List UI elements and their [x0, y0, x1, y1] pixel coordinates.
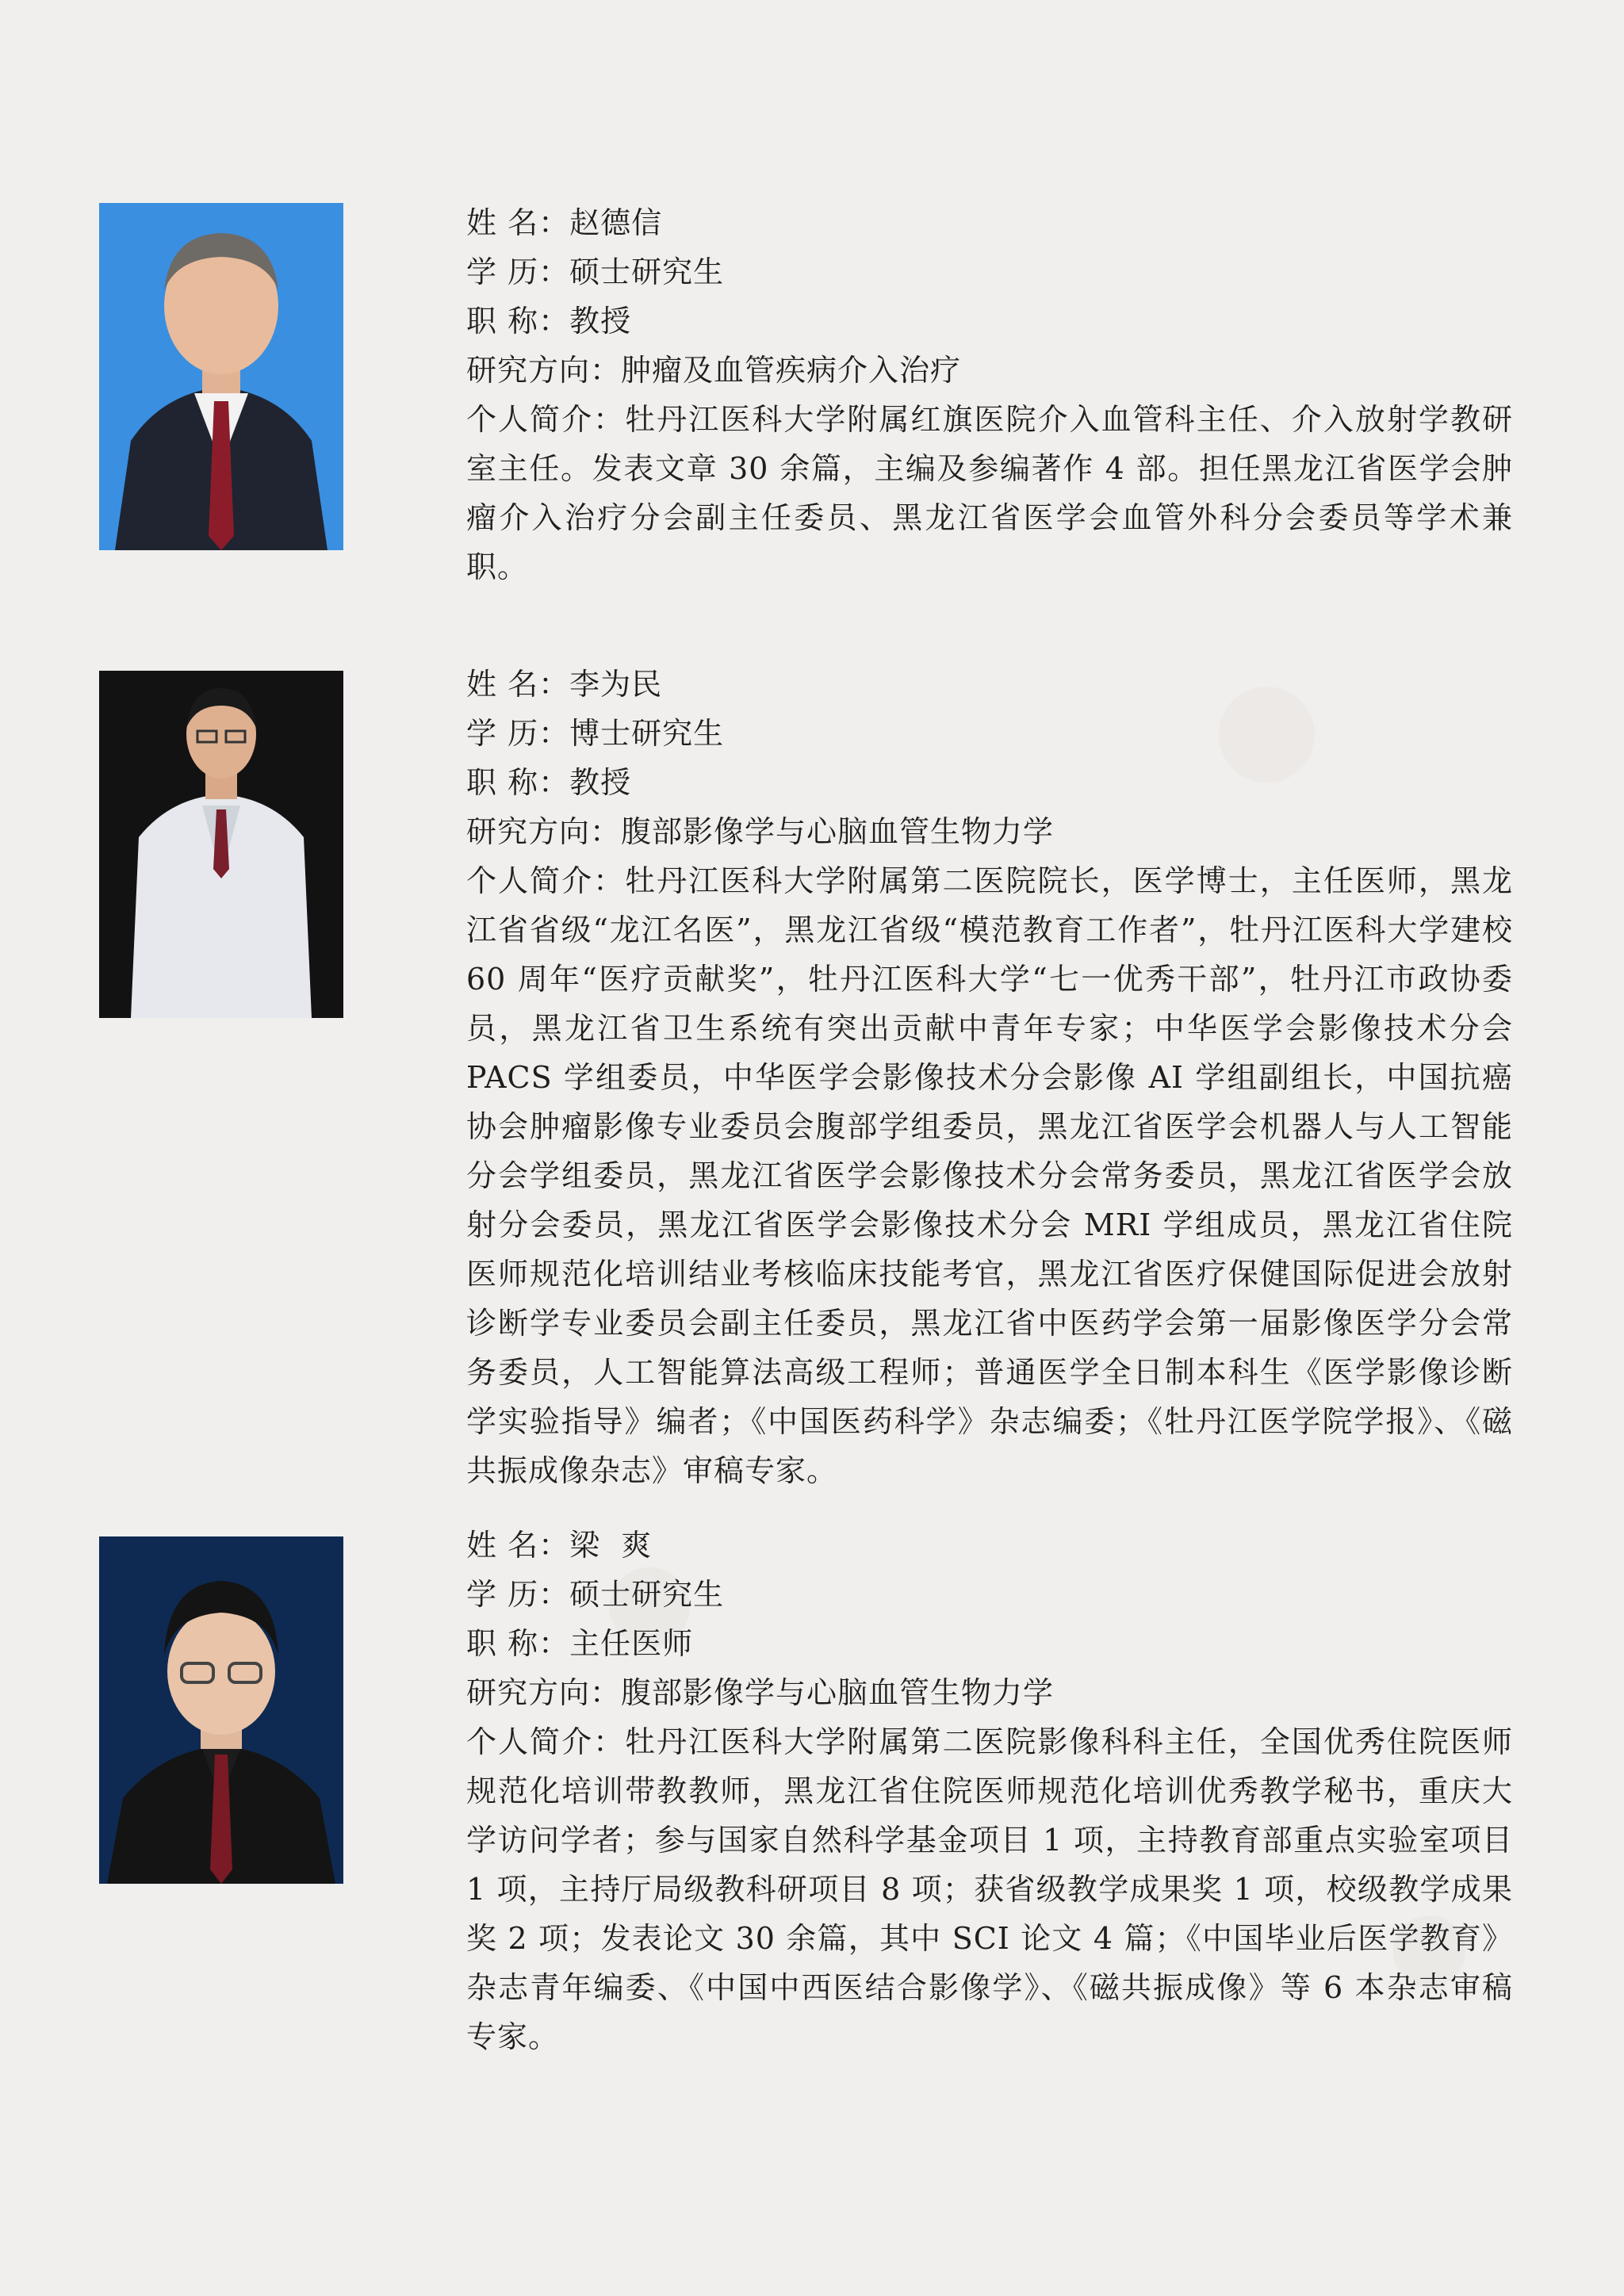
- title-label: 职 称：: [466, 765, 570, 800]
- name-value: 梁 爽: [569, 1528, 653, 1563]
- portrait-photo: [99, 671, 343, 1018]
- research-value: 肿瘤及血管疾病介入治疗: [621, 353, 962, 388]
- title-label: 职 称：: [466, 1626, 570, 1661]
- title-value: 教授: [569, 304, 632, 339]
- title-label: 职 称：: [466, 304, 570, 339]
- title-value: 主任医师: [569, 1626, 694, 1661]
- research-label: 研究方向：: [466, 353, 622, 388]
- title-value: 教授: [569, 765, 632, 800]
- portrait-photo: [99, 1536, 343, 1884]
- profile-info: [466, 660, 1513, 1495]
- profile-info: [466, 1521, 1513, 2061]
- name-label: 姓 名：: [466, 1528, 570, 1563]
- portrait-illustration: [99, 1536, 343, 1884]
- education-label: 学 历：: [466, 254, 570, 289]
- portrait-illustration: [99, 203, 343, 550]
- name-value: 赵德信: [569, 205, 663, 240]
- name-label: 姓 名：: [466, 205, 570, 240]
- research-label: 研究方向：: [466, 1675, 622, 1710]
- bio-label: 个人简介：: [466, 863, 626, 898]
- education-value: 博士研究生: [569, 716, 725, 751]
- education-value: 硕士研究生: [569, 1577, 725, 1612]
- name-value: 李为民: [569, 667, 663, 702]
- bio-text: 牡丹江医科大学附属第二医院影像科科主任，全国优秀住院医师规范化培训带教教师，黑龙江省住院医师规范化培训优秀教学秘书，重庆大学访问学者；参与国家自然科学基金项目 1 项，主持教育部重点实验室项目 1 项，主持厅局级教科研项目 8 项；获省级教学成果奖 1 项，校级教学成果奖 2 项；发表论文 30 余篇，其中 SCI 论文 4 篇；《中国毕业后医学教育》杂志青年编委、《中国中西医结合影像学》、《磁共振成像》等 6 本杂志审稿专家。: [466, 1724, 1513, 2054]
- bio-text: 牡丹江医科大学附属第二医院院长，医学博士，主任医师，黑龙江省省级“龙江名医”，黑龙江省级“模范教育工作者”，牡丹江医科大学建校 60 周年“医疗贡献奖”，牡丹江医科大学“七一优秀干部”，牡丹江市政协委员，黑龙江省卫生系统有突出贡献中青年专家；中华医学会影像技术分会 PACS 学组委员，中华医学会影像技术分会影像 AI 学组副组长，中国抗癌协会肿瘤影像专业委员会腹部学组委员，黑龙江省医学会机器人与人工智能分会学组委员，黑龙江省医学会影像技术分会常务委员，黑龙江省医学会放射分会委员，黑龙江省医学会影像技术分会 MRI 学组成员，黑龙江省住院医师规范化培训结业考核临床技能考官，黑龙江省医疗保健国际促进会放射诊断学专业委员会副主任委员，黑龙江省中医药学会第一届影像医学分会常务委员，人工智能算法高级工程师；普通医学全日制本科生《医学影像诊断学实验指导》编者；《中国医药科学》杂志编委；《牡丹江医学院学报》、《磁共振成像杂志》审稿专家。: [466, 863, 1513, 1488]
- education-value: 硕士研究生: [569, 254, 725, 289]
- bio-text: 牡丹江医科大学附属红旗医院介入血管科主任、介入放射学教研室主任。发表文章 30 余篇，主编及参编著作 4 部。担任黑龙江省医学会肿瘤介入治疗分会副主任委员、黑龙江省医学会血管外科分会委员等学术兼职。: [466, 402, 1513, 584]
- research-value: 腹部影像学与心脑血管生物力学: [621, 1675, 1055, 1710]
- education-label: 学 历：: [466, 1577, 570, 1612]
- research-value: 腹部影像学与心脑血管生物力学: [621, 814, 1055, 849]
- bio-label: 个人简介：: [466, 402, 626, 437]
- education-label: 学 历：: [466, 716, 570, 751]
- portrait-illustration: [99, 671, 343, 1018]
- profile-info: [466, 198, 1513, 591]
- portrait-photo: [99, 203, 343, 550]
- name-label: 姓 名：: [466, 667, 570, 702]
- research-label: 研究方向：: [466, 814, 622, 849]
- bio-label: 个人简介：: [466, 1724, 626, 1759]
